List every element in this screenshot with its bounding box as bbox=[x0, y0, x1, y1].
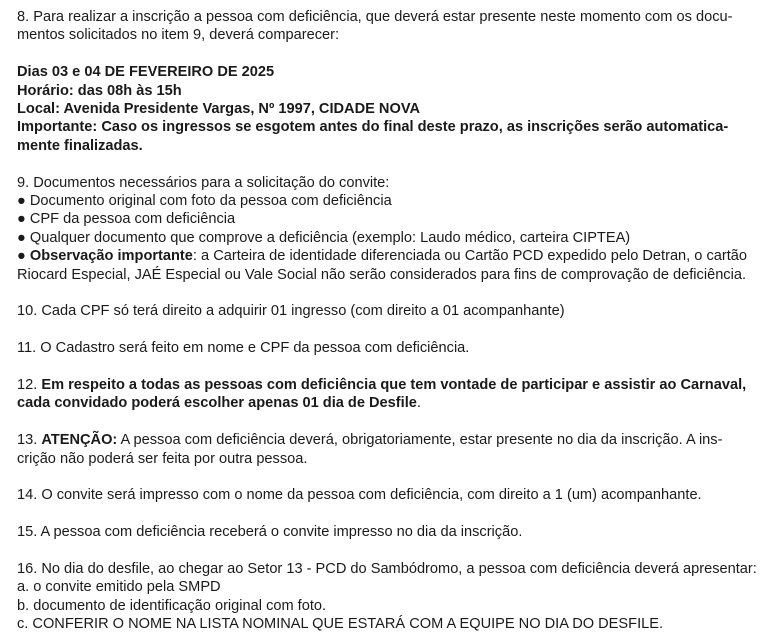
item-11-paragraph: 11. O Cadastro será feito em nome e CPF da pessoa com deficiência. bbox=[17, 340, 470, 357]
item-9-bullet-1: ● Documento original com foto da pessoa com deficiência bbox=[17, 193, 392, 210]
item-9-paragraph bbox=[17, 174, 770, 284]
schedule-important-line-1: Importante: Caso os ingressos se esgotem antes do final deste prazo, as inscrições serão automatica- bbox=[17, 119, 729, 136]
item-10-paragraph: 10. Cada CPF só terá direito a adquirir 01 ingresso (com direito a 01 acompanhante) bbox=[17, 303, 565, 320]
item-12-line-2: cada convidado poderá escolher apenas 01 dia de Desfile. bbox=[17, 395, 421, 412]
item-8-line-1: 8. Para realizar a inscrição a pessoa com deficiência, que deverá estar presente neste momento com os docu- bbox=[17, 9, 733, 25]
bullet-icon: ● bbox=[17, 211, 26, 228]
item-13-line-1: 13. ATENÇÃO: A pessoa com deficiência deverá, obrigatoriamente, estar presente no dia da inscrição. A ins- bbox=[17, 432, 723, 449]
item-9-intro: 9. Documentos necessários para a solicitação do convite: bbox=[17, 174, 390, 191]
item-16-c: c. CONFERIR O NOME NA LISTA NOMINAL QUE ESTARÁ COM A EQUIPE NO DIA DO DESFILE. bbox=[17, 616, 664, 633]
item-16-paragraph bbox=[17, 560, 770, 634]
schedule-important-line-2: mente finalizadas. bbox=[17, 137, 143, 154]
attention-label: ATENÇÃO: bbox=[41, 432, 118, 449]
bullet-icon: ● bbox=[17, 248, 26, 265]
schedule-hours: Horário: das 08h às 15h bbox=[17, 82, 182, 99]
item-15-paragraph: 15. A pessoa com deficiência receberá o convite impresso no dia da inscrição. bbox=[17, 524, 523, 541]
item-16-a: a. o convite emitido pela SMPD bbox=[17, 579, 221, 596]
item-13-line-2: crição não poderá ser feita por outra pessoa. bbox=[17, 450, 308, 467]
item-9-observation-line-1: ● Observação importante: a Carteira de identidade diferenciada ou Cartão PCD expedido pelo Detran, o cartão bbox=[17, 248, 748, 265]
item-12-line-1: 12. Em respeito a todas as pessoas com deficiência que tem vontade de participar e assistir ao Carnaval, bbox=[17, 377, 747, 394]
item-16-b: b. documento de identificação original com foto. bbox=[17, 597, 327, 614]
item-8-line-2: mentos solicitados no item 9, deverá comparecer: bbox=[17, 27, 340, 44]
item-13-paragraph bbox=[17, 431, 770, 468]
schedule-dates: Dias 03 e 04 DE FEVEREIRO DE 2025 bbox=[17, 64, 275, 81]
item-8-paragraph bbox=[17, 8, 770, 45]
observation-label: Observação importante bbox=[29, 248, 193, 265]
bullet-icon: ● bbox=[17, 193, 26, 210]
bullet-icon: ● bbox=[17, 229, 26, 246]
schedule-location: Local: Avenida Presidente Vargas, Nº 1997, CIDADE NOVA bbox=[17, 101, 421, 118]
item-9-bullet-2: ● CPF da pessoa com deficiência bbox=[17, 211, 236, 228]
item-9-bullet-3: ● Qualquer documento que comprove a deficiência (exemplo: Laudo médico, carteira CIPTEA) bbox=[17, 229, 631, 246]
schedule-block bbox=[17, 63, 770, 155]
item-12-paragraph bbox=[17, 376, 770, 413]
item-14-paragraph: 14. O convite será impresso com o nome da pessoa com deficiência, com direito a 1 (um) acompanhante. bbox=[17, 487, 702, 504]
item-9-observation-line-2: Riocard Especial, JAÉ Especial ou Vale Social não serão considerados para fins de comprovação de deficiência. bbox=[17, 266, 747, 283]
item-16-intro: 16. No dia do desfile, ao chegar ao Setor 13 - PCD do Sambódromo, a pessoa com deficiência deverá apresentar: bbox=[17, 561, 757, 578]
